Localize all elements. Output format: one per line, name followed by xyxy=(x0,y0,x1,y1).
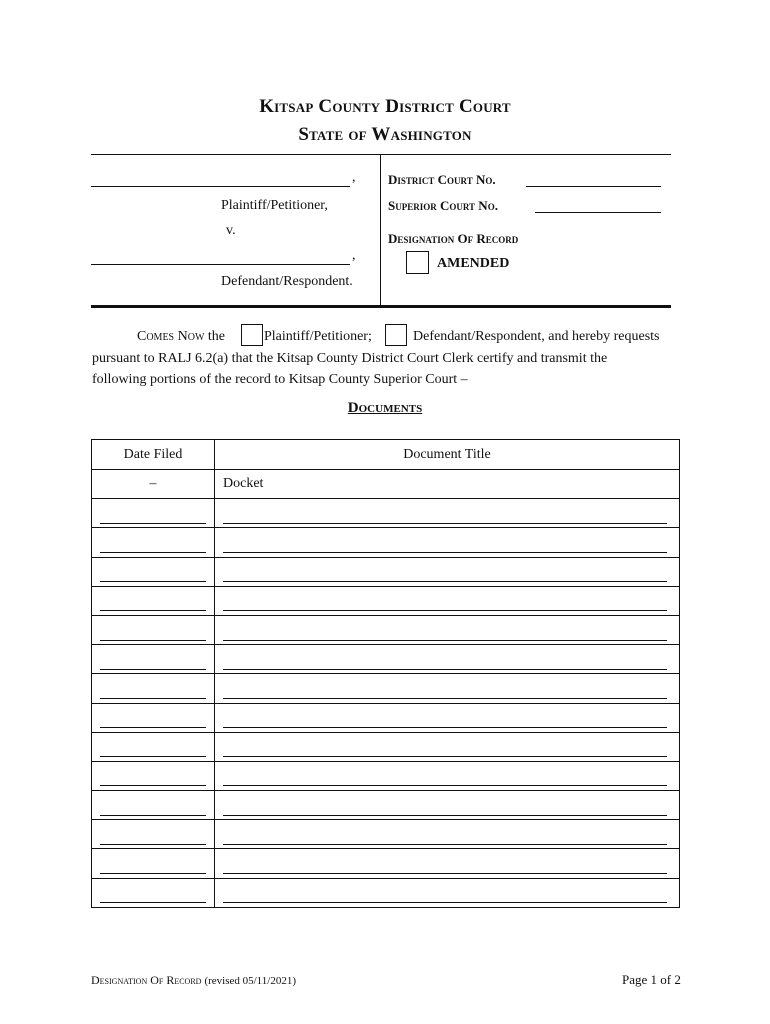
date-cell xyxy=(92,645,215,674)
table-row xyxy=(92,645,680,674)
table-row xyxy=(92,703,680,732)
state-title: State of Washington xyxy=(298,124,472,145)
date-cell xyxy=(92,499,215,528)
documents-heading xyxy=(0,400,770,417)
date-filed-field[interactable] xyxy=(100,657,206,670)
date-filed-field[interactable] xyxy=(100,832,206,845)
table-row xyxy=(92,528,680,557)
title-cell xyxy=(215,820,680,849)
table-row xyxy=(92,820,680,849)
document-title-field[interactable] xyxy=(223,569,667,582)
court-title: Kitsap County District Court xyxy=(259,96,511,117)
title-cell: Docket xyxy=(215,470,680,499)
table-row xyxy=(92,499,680,528)
defendant-comma: , xyxy=(352,248,356,263)
date-cell xyxy=(92,528,215,557)
defendant-name-field[interactable] xyxy=(91,251,350,265)
title-cell xyxy=(215,674,680,703)
designation-label: Designation Of Record xyxy=(388,231,519,246)
title-cell xyxy=(215,499,680,528)
document-title-field[interactable] xyxy=(223,657,667,670)
superior-court-no-field[interactable] xyxy=(535,199,661,213)
comes-now-text xyxy=(137,329,225,345)
footer-revised: (revised 05/11/2021) xyxy=(204,975,296,987)
date-filed-field[interactable] xyxy=(100,715,206,728)
title-cell xyxy=(215,849,680,878)
title-cell xyxy=(215,645,680,674)
defendant-option-label: Defendant/Respondent, and hereby requests xyxy=(413,329,660,344)
title-cell xyxy=(215,615,680,644)
date-filed-header: Date Filed xyxy=(92,440,215,470)
date-cell xyxy=(92,615,215,644)
document-title-field[interactable] xyxy=(223,861,667,874)
title-cell xyxy=(215,586,680,615)
table-row xyxy=(92,557,680,586)
date-cell xyxy=(92,674,215,703)
date-filed-field[interactable] xyxy=(100,803,206,816)
document-title-field[interactable] xyxy=(223,803,667,816)
table-row xyxy=(92,470,680,499)
caption-top-rule xyxy=(91,154,671,155)
caption-bottom-rule xyxy=(91,305,671,308)
date-filed-field[interactable] xyxy=(100,628,206,641)
document-title-field[interactable] xyxy=(223,773,667,786)
body-line-3: following portions of the record to Kitsap County Superior Court – xyxy=(92,372,468,387)
table-row xyxy=(92,732,680,761)
table-row xyxy=(92,586,680,615)
title-cell xyxy=(215,761,680,790)
date-cell xyxy=(92,703,215,732)
table-header-row xyxy=(92,440,680,470)
caption-divider xyxy=(380,155,381,305)
date-filed-field[interactable] xyxy=(100,744,206,757)
plaintiff-label: Plaintiff/Petitioner, xyxy=(221,198,328,213)
document-title-field[interactable] xyxy=(223,511,667,524)
page-number: Page 1 of 2 xyxy=(622,972,681,987)
table-row xyxy=(92,878,680,907)
superior-court-no-label: Superior Court No. xyxy=(388,198,498,213)
plaintiff-comma: , xyxy=(352,170,356,185)
date-cell xyxy=(92,586,215,615)
title-cell xyxy=(215,878,680,907)
district-court-no-label: District Court No. xyxy=(388,172,496,187)
date-filed-field[interactable] xyxy=(100,511,206,524)
table-row xyxy=(92,761,680,790)
document-title-field[interactable] xyxy=(223,628,667,641)
plaintiff-option-label: Plaintiff/Petitioner; xyxy=(264,329,372,344)
document-title-field[interactable] xyxy=(223,598,667,611)
document-title-field[interactable] xyxy=(223,715,667,728)
comes-now-label: Comes Now xyxy=(137,329,205,344)
document-title-field[interactable] xyxy=(223,832,667,845)
footer-form-name xyxy=(91,973,296,988)
date-filed-field[interactable] xyxy=(100,598,206,611)
date-filed-field[interactable] xyxy=(100,773,206,786)
title-cell xyxy=(215,732,680,761)
title-cell xyxy=(215,703,680,732)
date-filed-field[interactable] xyxy=(100,861,206,874)
document-title-header: Document Title xyxy=(215,440,680,470)
plaintiff-name-field[interactable] xyxy=(91,173,350,187)
date-filed-field[interactable] xyxy=(100,686,206,699)
the-word: the xyxy=(207,329,226,344)
amended-label: AMENDED xyxy=(437,256,510,271)
amended-checkbox[interactable] xyxy=(406,251,429,274)
table-row xyxy=(92,615,680,644)
date-filed-field[interactable] xyxy=(100,540,206,553)
title-cell xyxy=(215,791,680,820)
date-cell xyxy=(92,791,215,820)
date-cell xyxy=(92,878,215,907)
footer-form-title: Designation Of Record xyxy=(91,973,202,987)
date-filed-field[interactable] xyxy=(100,890,206,903)
date-cell xyxy=(92,732,215,761)
defendant-checkbox[interactable] xyxy=(385,324,407,346)
date-cell xyxy=(92,820,215,849)
date-cell xyxy=(92,557,215,586)
table-row xyxy=(92,849,680,878)
date-cell: – xyxy=(92,470,215,499)
table-row xyxy=(92,791,680,820)
defendant-label: Defendant/Respondent. xyxy=(221,274,353,289)
table-row xyxy=(92,674,680,703)
date-filed-field[interactable] xyxy=(100,569,206,582)
title-cell xyxy=(215,528,680,557)
documents-table xyxy=(91,439,680,908)
date-cell xyxy=(92,761,215,790)
document-title-field[interactable] xyxy=(223,540,667,553)
date-cell xyxy=(92,849,215,878)
district-court-no-field[interactable] xyxy=(526,173,661,187)
document-title-field[interactable] xyxy=(223,890,667,903)
body-line-2: pursuant to RALJ 6.2(a) that the Kitsap County District Court Clerk certify and transmit the xyxy=(92,351,608,366)
title-cell xyxy=(215,557,680,586)
versus-label: v. xyxy=(226,223,236,238)
document-title-field[interactable] xyxy=(223,744,667,757)
document-title-field[interactable] xyxy=(223,686,667,699)
plaintiff-checkbox[interactable] xyxy=(241,324,263,346)
documents-heading-text: Documents xyxy=(347,400,423,416)
